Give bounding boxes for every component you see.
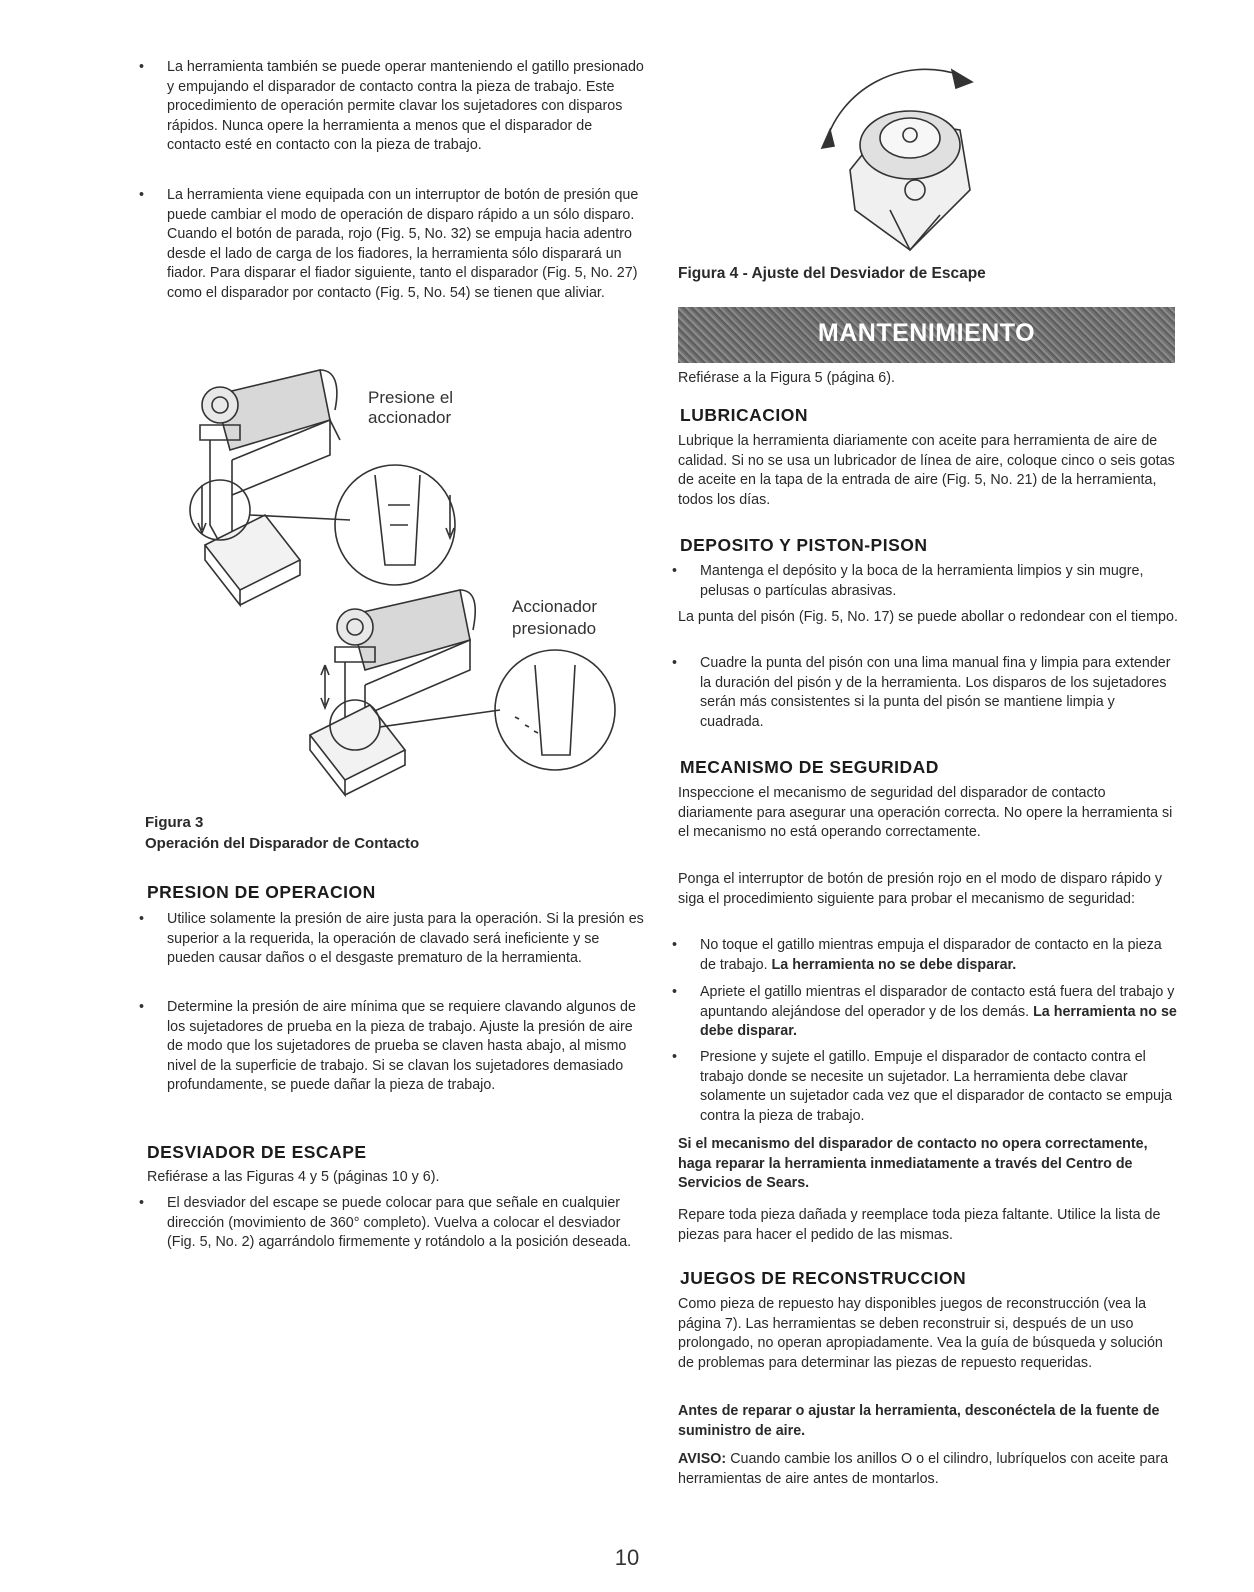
juegos-heading: JUEGOS DE RECONSTRUCCION (680, 1268, 967, 1288)
deposito-text: La punta del pisón (Fig. 5, No. 17) se puede abollar o redondear con el tiempo. (678, 609, 1178, 625)
figure3-illustration (170, 365, 620, 805)
mecanismo-bullet-1: • No toque el gatillo mientras empuja el disparador de contacto en la pieza de trabajo. La herramienta no se debe disparar. (678, 936, 1178, 975)
lubricacion-heading: LUBRICACION (680, 405, 808, 425)
deposito-heading: DEPOSITO Y PISTON-PISON (680, 535, 928, 555)
intro-bullet-2: • La herramienta viene equipada con un interruptor de botón de presión que puede cambiar el modo de operación de disparo rápido a un sólo disparo. Cuando el botón de parada, rojo (Fig. 5, No. 32) se empuja hacia adentro desde el lado de carga de los fiadores, la herramienta sólo disparará un fiador. Para disparar el fiador siguiente, tanto el disparador (Fig. 5, No. 27) como el disparador por contacto (Fig. 5, No. 54) se tienen que aliviar. (145, 186, 645, 304)
figure3-label-top-1: Presione el (368, 388, 454, 407)
mecanismo-p2: Ponga el interruptor de botón de presión rojo en el modo de disparo rápido y siga el procedimiento siguiente para probar el mecanismo de seguridad: (678, 871, 1163, 907)
desviador-intro: Refiérase a las Figuras 4 y 5 (páginas 10 y 6). (147, 1169, 440, 1185)
maintenance-refer: Refiérase a la Figura 5 (página 6). (678, 370, 895, 386)
mantenimiento-banner (678, 307, 1175, 363)
mecanismo-warning: Si el mecanismo del disparador de contacto no opera correctamente, haga reparar la herramienta inmediatamente a través del Centro de Servicios de Sears. (678, 1136, 1148, 1192)
figure4-caption: Figura 4 - Ajuste del Desviador de Escape (678, 265, 986, 282)
deposito-bullet-1: • Mantenga el depósito y la boca de la herramienta limpios y sin mugre, pelusas o partículas abrasivas. (678, 562, 1178, 601)
deposito-bullet-2: • Cuadre la punta del pisón con una lima manual fina y limpia para extender la duración del pisón y de la herramienta. Los disparos de los sujetadores serán más consistentes si la punta del pisón se mantiene limpia y cuadrada. (678, 654, 1178, 732)
juegos-bold-notice: Antes de reparar o ajustar la herramienta, desconéctela de la fuente de suministro de aire. (678, 1403, 1160, 1439)
figure3-label-bottom-1: Accionador (512, 597, 598, 616)
figure3-caption-title: Operación del Disparador de Contacto (145, 835, 420, 852)
intro-bullet-1: • La herramienta también se puede operar manteniendo el gatillo presionado y empujando el disparador de contacto contra la pieza de trabajo. Este procedimiento de operación permite clavar los sujetadores con disparos rápidos. Nunca opere la herramienta a menos que el disparador de contacto esté en contacto con la pieza de trabajo. (145, 58, 645, 156)
figure3-caption-number: Figura 3 (145, 814, 204, 831)
figure3-label-bottom-2: presionado (512, 619, 597, 638)
mecanismo-bullet-2: • Apriete el gatillo mientras el disparador de contacto está fuera del trabajo y apuntando alejándose del operador y de los demás. La herramienta no se debe disparar. (678, 983, 1178, 1042)
lubricacion-text: Lubrique la herramienta diariamente con aceite para herramienta de aire de calidad. Si no se usa un lubricador de línea de aire, coloque cinco o seis gotas de aceite en la tapa de la entrada de aire (Fig. 5, No. 21) de la herramienta, todos los días. (678, 433, 1175, 508)
juegos-aviso: AVISO: Cuando cambie los anillos O o el cilindro, lubríquelos con aceite para herramientas de aire antes de montarlos. (678, 1451, 1169, 1487)
presion-heading: PRESION DE OPERACION (147, 882, 376, 902)
presion-bullet-2: • Determine la presión de aire mínima que se requiere clavando algunos de los sujetadores de prueba en la pieza de trabajo. Ajuste la presión de aire de modo que los sujetadores de prueba se claven hasta abajo, al mismo nivel de la superficie de trabajo. Si se clavan los sujetadores demasiado profundamente, se puede dañar la pieza de trabajo. (145, 998, 645, 1096)
page-number: 10 (614, 1545, 640, 1570)
figure3-label-top-2: accionador (368, 408, 452, 427)
desviador-heading: DESVIADOR DE ESCAPE (147, 1142, 367, 1162)
desviador-bullet: • El desviador del escape se puede colocar para que señale en cualquier dirección (movimiento de 360° completo). Vuelva a colocar el desviador (Fig. 5, No. 2) agarrándolo firmemente y rotándolo a la posición deseada. (145, 1194, 645, 1253)
mecanismo-p3: Repare toda pieza dañada y reemplace toda pieza faltante. Utilice la lista de piezas para hacer el pedido de las mismas. (678, 1207, 1161, 1243)
mecanismo-heading: MECANISMO DE SEGURIDAD (680, 757, 939, 777)
mecanismo-p1: Inspeccione el mecanismo de seguridad del disparador de contacto diariamente para asegurar una operación correcta. No opere la herramienta si el mecanismo no está operando correctamente. (678, 785, 1173, 841)
presion-bullet-1: • Utilice solamente la presión de aire justa para la operación. Si la presión es superior a la requerida, la operación de clavado será ineficiente y se pueden causar daños o el desgaste prematuro de la herramienta. (145, 910, 645, 969)
mecanismo-bullet-3: • Presione y sujete el gatillo. Empuje el disparador de contacto contra el trabajo donde se necesite un sujetador. La herramienta debe clavar solamente un sujetador cada vez que el disparador de contacto se empuja contra la pieza de trabajo. (678, 1048, 1178, 1126)
juegos-p1: Como pieza de repuesto hay disponibles juegos de reconstrucción (vea la página 7). Las herramientas se deben reconstruir si, después de un uso prolongado, no operan apropiadamente. Vea la guía de búsqueda y solución de problemas para determinar las piezas de repuesto requeridas. (678, 1296, 1163, 1371)
banner-title: MANTENIMIENTO (817, 319, 1036, 347)
figure4-illustration (810, 50, 1010, 260)
